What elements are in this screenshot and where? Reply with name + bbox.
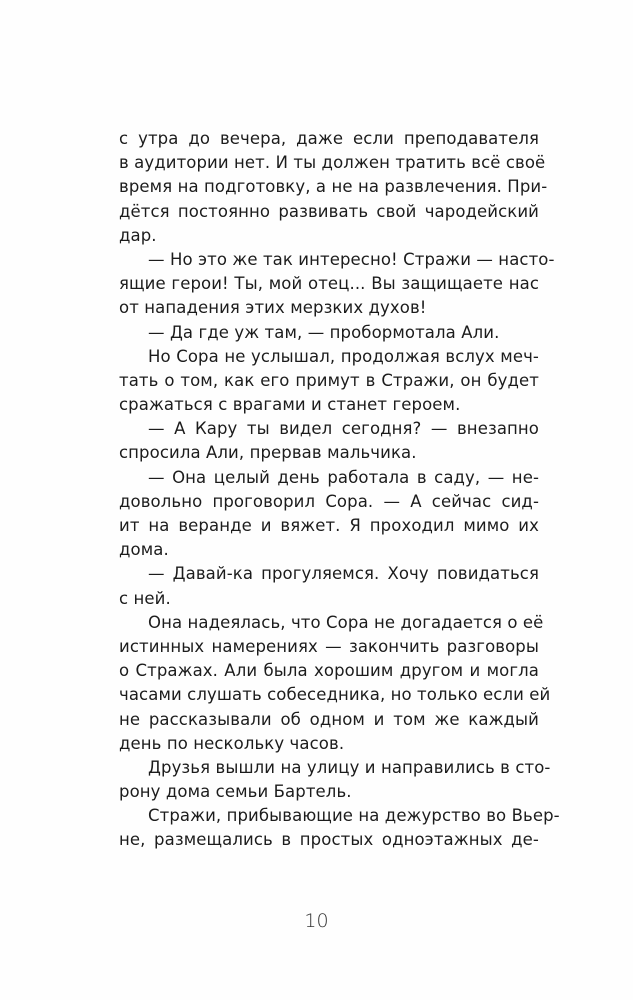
text-line: часами слушать собеседника, но только если ей xyxy=(119,685,551,705)
paragraph xyxy=(119,345,539,418)
text-line: Стражи, прибывающие на дежурство во Вьер- xyxy=(148,806,560,826)
text-line: истинных намерениях — закончить разговоры xyxy=(119,636,539,656)
text-line: с утра до вечера, даже если преподавателя xyxy=(119,129,539,148)
text-line: спросила Али, прервав мальчика. xyxy=(119,443,417,463)
text-line: с ней. xyxy=(119,588,171,608)
text-line: сражаться с врагами и станет героем. xyxy=(119,395,461,415)
text-line: не, размещались в простых одноэтажных де- xyxy=(119,830,539,850)
text-line: — Она целый день работала в саду, — не- xyxy=(148,467,539,487)
paragraph xyxy=(119,248,555,321)
paragraph xyxy=(119,756,551,804)
text-line: Но Сора не услышал, продолжая вслух меч- xyxy=(148,346,539,366)
page-number: 10 xyxy=(304,910,329,932)
text-line: от нападения этих мерзких духов! xyxy=(119,298,427,318)
paragraph xyxy=(119,562,539,610)
paragraph xyxy=(119,127,548,248)
text-line: — Давай-ка прогуляемся. Хочу повидаться xyxy=(148,564,539,584)
body-text xyxy=(119,127,560,853)
text-line: дома. xyxy=(119,540,169,560)
text-line: в аудитории нет. И ты должен тратить всё своё xyxy=(119,153,546,173)
text-line: дар. xyxy=(119,225,157,245)
text-line: Друзья вышли на улицу и направились в сто- xyxy=(148,757,551,777)
text-line: день по нескольку часов. xyxy=(119,733,345,753)
paragraph xyxy=(119,611,551,756)
text-line: ящие герои! Ты, мой отец... Вы защищаете нас xyxy=(119,274,539,294)
text-line: о Стражах. Али была хорошим другом и могла xyxy=(119,661,539,681)
paragraph xyxy=(119,466,539,563)
paragraph xyxy=(119,321,539,345)
text-line: — Но это же так интересно! Стражи — насто- xyxy=(148,249,555,269)
paragraph xyxy=(119,804,560,852)
paragraph xyxy=(119,417,539,465)
text-line: — Да где уж там, — пробормотала Али. xyxy=(148,322,500,342)
text-line: дётся постоянно развивать свой чародейский xyxy=(119,201,539,221)
text-line: ит на веранде и вяжет. Я проходил мимо их xyxy=(119,516,539,535)
text-line: Она надеялась, что Сора не догадается о её xyxy=(148,612,544,632)
text-line: не рассказывали об одном и том же каждый xyxy=(119,709,539,729)
text-line: довольно проговорил Сора. — А сейчас сид- xyxy=(119,491,539,511)
text-line: рону дома семьи Бартель. xyxy=(119,782,352,802)
text-line: тать о том, как его примут в Стражи, он будет xyxy=(119,370,539,390)
text-line: время на подготовку, а не на развлечения. При- xyxy=(119,177,548,197)
text-line: — А Кару ты видел сегодня? — внезапно xyxy=(148,419,539,439)
